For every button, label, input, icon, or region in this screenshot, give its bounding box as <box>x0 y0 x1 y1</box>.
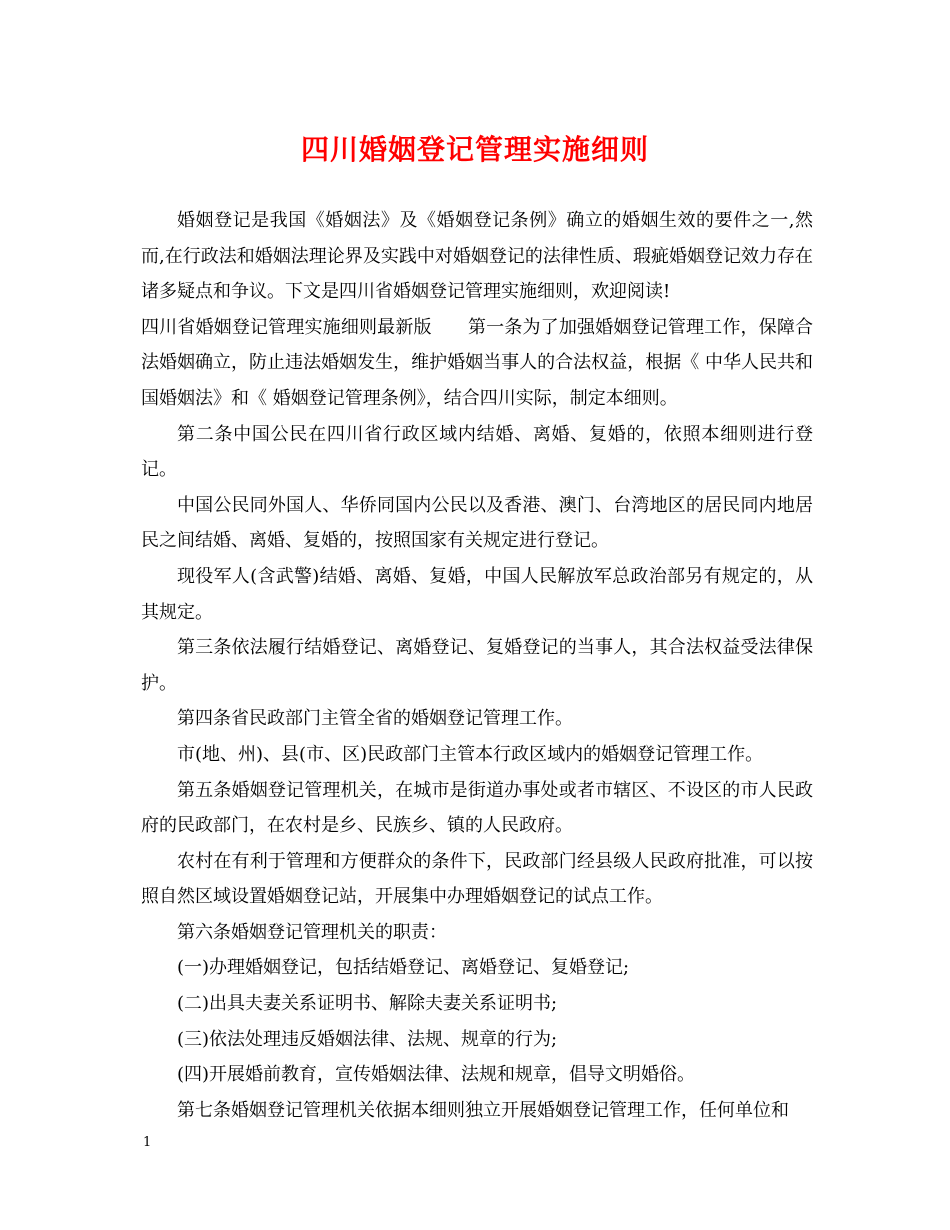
document-title: 四川婚姻登记管理实施细则 <box>300 133 649 166</box>
paragraph: (一)办理婚姻登记，包括结婚登记、离婚登记、复婚登记; <box>177 957 630 979</box>
paragraph: 第五条婚姻登记管理机关，在城市是街道办事处或者市辖区、不设区的市人民政府的民政部门，在农村是乡、民族乡、镇的人民政府。 <box>141 779 813 837</box>
paragraph: 婚姻登记是我国《婚姻法》及《婚姻登记条例》确立的婚姻生效的要件之一,然而,在行政法和婚姻法理论界及实践中对婚姻登记的法律性质、瑕疵婚姻登记效力存在诸多疑点和争议。下文是四川省婚姻登记管理实施细则，欢迎阅读! <box>141 210 813 303</box>
paragraph: 四川省婚姻登记管理实施细则最新版 第一条为了加强婚姻登记管理工作，保障合法婚姻确立，防止违法婚姻发生，维护婚姻当事人的合法权益，根据《 中华人民共和国婚姻法》和《 婚姻登记管理条例》，结合四川实际，制定本细则。 <box>141 316 813 409</box>
page-number: 1 <box>143 1135 152 1150</box>
paragraph: (四)开展婚前教育，宣传婚姻法律、法规和规章，倡导文明婚俗。 <box>177 1064 696 1086</box>
paragraph: 第七条婚姻登记管理机关依据本细则独立开展婚姻登记管理工作，任何单位和 <box>177 1099 789 1121</box>
paragraph: 第六条婚姻登记管理机关的职责： <box>177 921 447 943</box>
paragraph: (三)依法处理违反婚姻法律、法规、规章的行为; <box>177 1028 558 1050</box>
paragraph: 第四条省民政部门主管全省的婚姻登记管理工作。 <box>177 708 573 730</box>
paragraph: 农村在有利于管理和方便群众的条件下，民政部门经县级人民政府批准，可以按照自然区域设置婚姻登记站，开展集中办理婚姻登记的试点工作。 <box>141 850 813 908</box>
paragraph: 第三条依法履行结婚登记、离婚登记、复婚登记的当事人，其合法权益受法律保护。 <box>141 637 813 694</box>
paragraph: (二)出具夫妻关系证明书、解除夫妻关系证明书; <box>177 993 558 1015</box>
paragraph: 中国公民同外国人、华侨同国内公民以及香港、澳门、台湾地区的居民同内地居民之间结婚、离婚、复婚的，按照国家有关规定进行登记。 <box>141 494 813 552</box>
document-body <box>141 203 813 1128</box>
paragraph: 现役军人(含武警)结婚、离婚、复婚，中国人民解放军总政治部另有规定的，从其规定。 <box>141 565 813 623</box>
paragraph: 第二条中国公民在四川省行政区域内结婚、离婚、复婚的，依照本细则进行登记。 <box>141 423 813 481</box>
paragraph: 市(地、州)、县(市、区)民政部门主管本行政区域内的婚姻登记管理工作。 <box>177 743 764 765</box>
